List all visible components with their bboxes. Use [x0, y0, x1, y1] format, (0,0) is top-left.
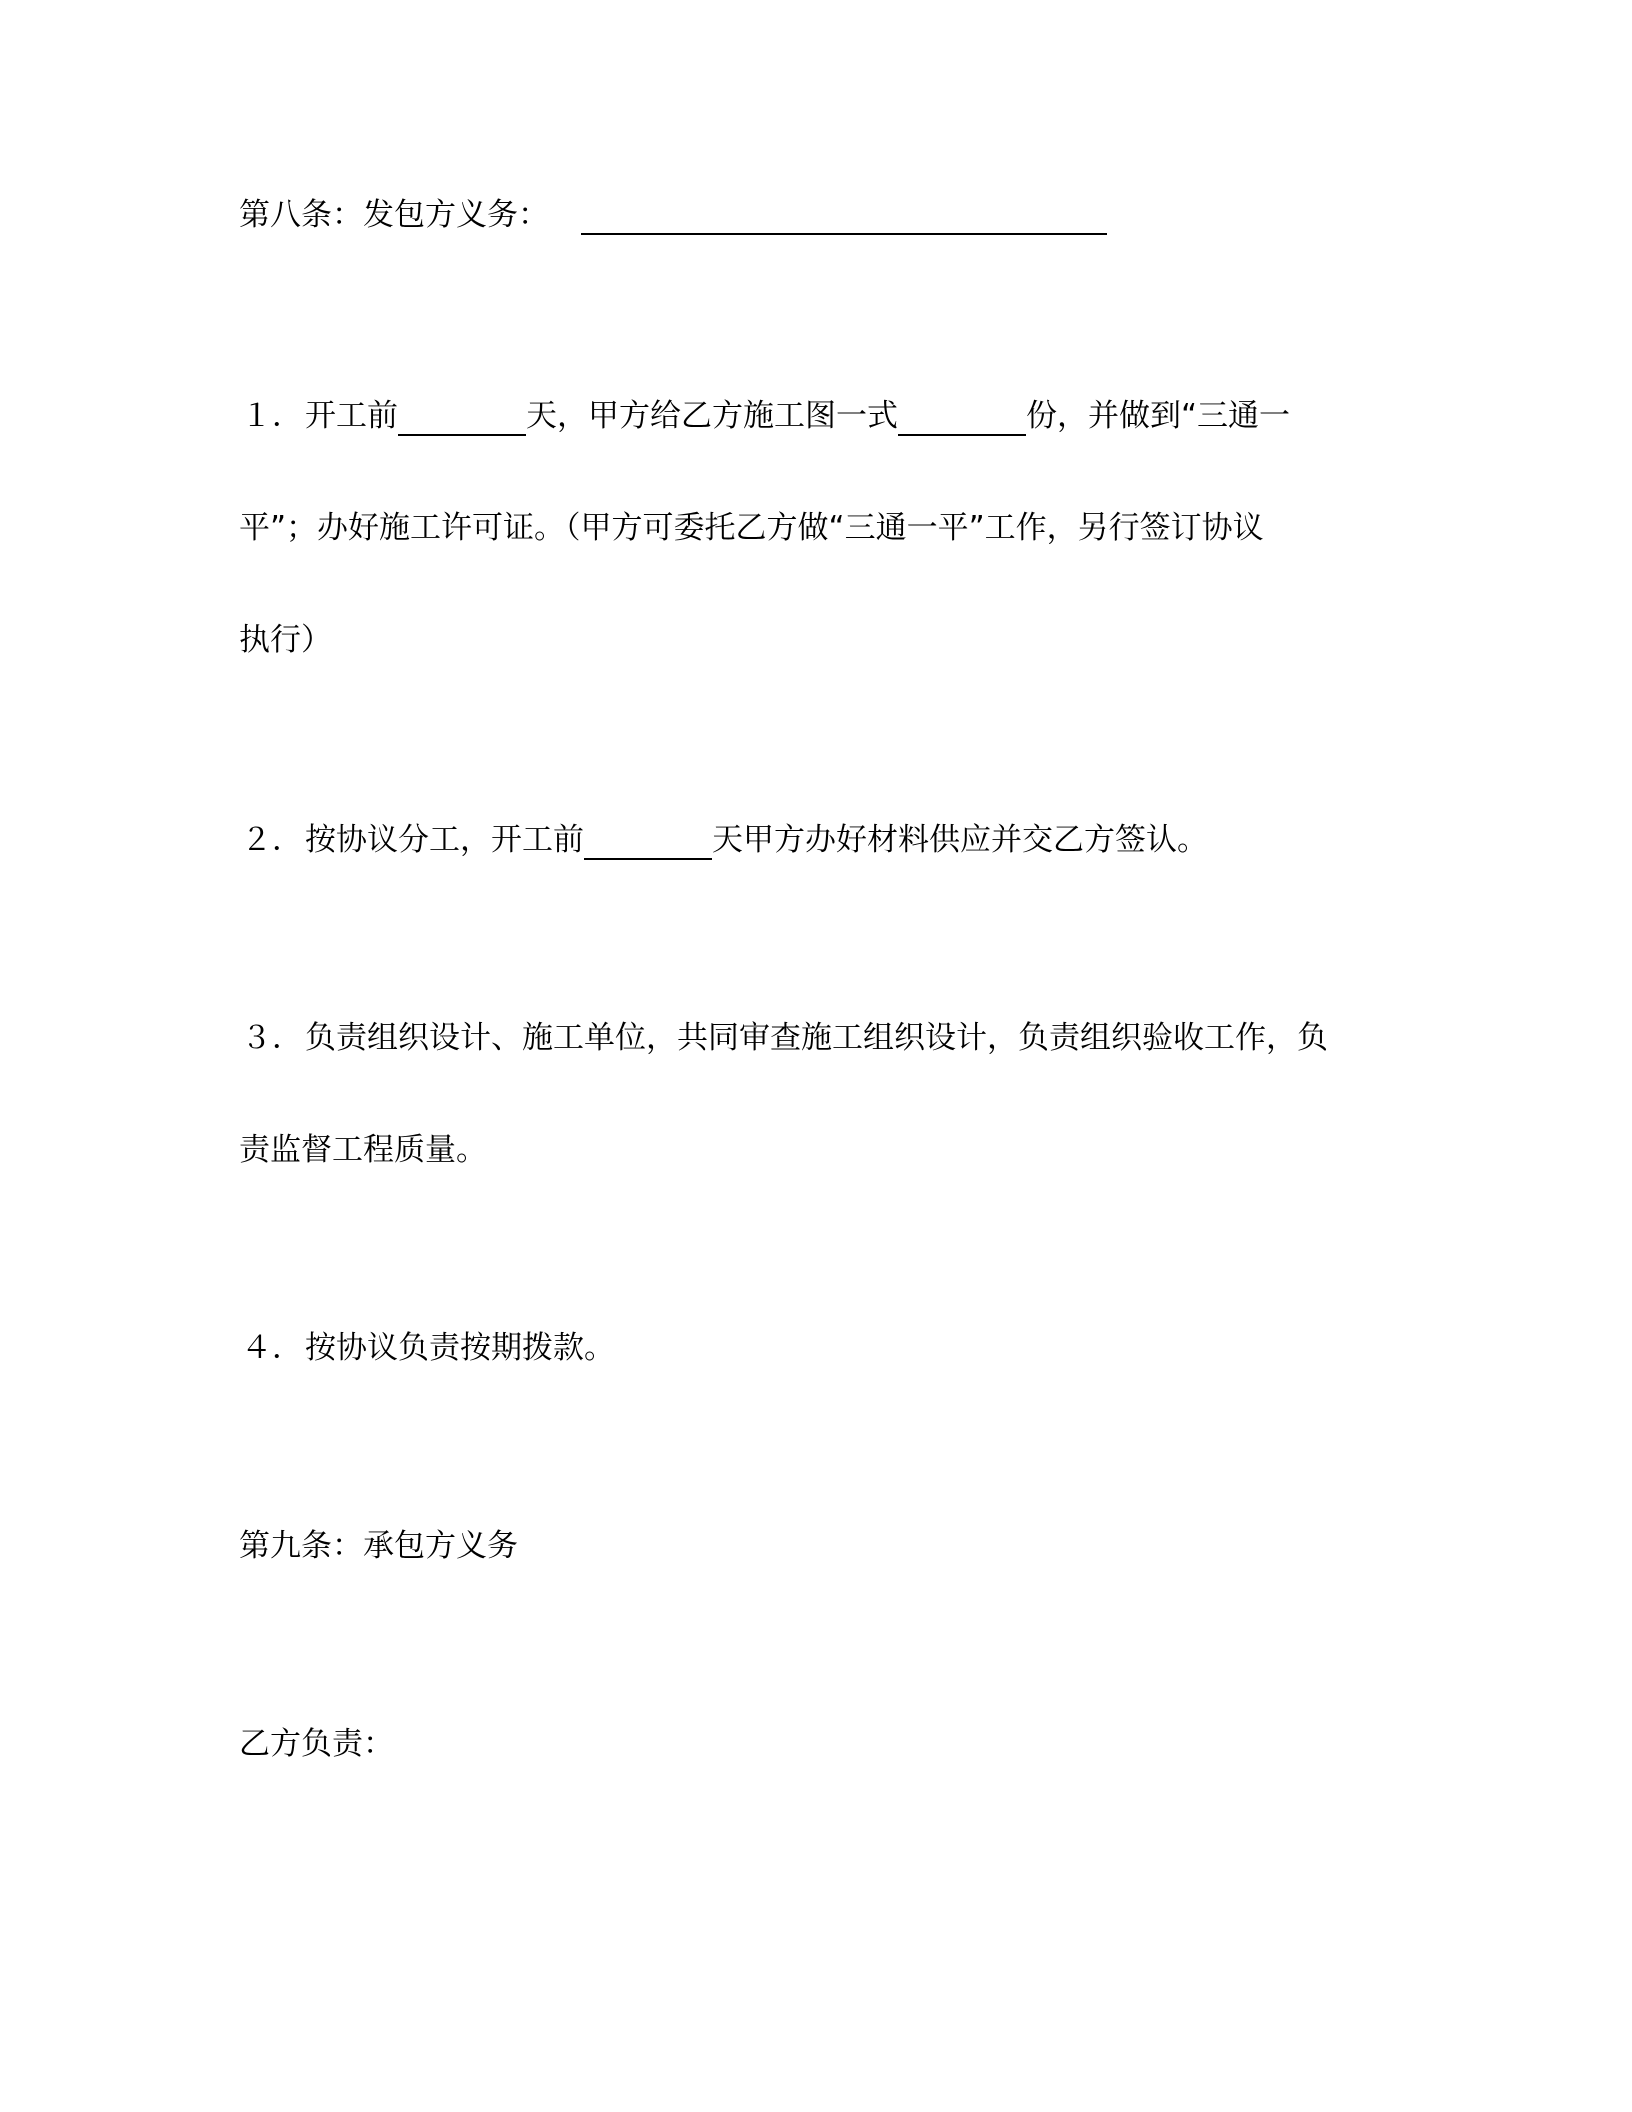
- item1-days-blank: [398, 400, 526, 436]
- item3-text1: 负责组织设计、施工单位，共同审查施工组织设计，负责组织验收工作，负: [305, 1020, 1328, 1056]
- item1-line2: 平”；办好施工许可证。（甲方可委托乙方做“三通一平”工作，另行签订协议: [239, 510, 1264, 546]
- item1-seg1: 开工前: [305, 398, 398, 434]
- article8-heading-line: [239, 195, 1107, 235]
- item4-text: 按协议负责按期拨款。: [305, 1330, 615, 1366]
- item1-copies-blank: [898, 400, 1026, 436]
- item1-number: １．: [241, 398, 303, 434]
- item1-seg2: 天，甲方给乙方施工图一式: [526, 398, 898, 434]
- article8-fill-blank: [581, 199, 1107, 235]
- item1-seg3: 份，并做到“三通一: [1026, 398, 1291, 434]
- item4-line: [239, 1328, 615, 1368]
- item1-line3: 执行）: [239, 622, 332, 658]
- article8-heading: 第八条：发包方义务：: [239, 197, 549, 233]
- item2-line: [239, 820, 1208, 860]
- article9-heading: 第九条：承包方义务: [239, 1528, 518, 1564]
- item2-days-blank: [584, 824, 712, 860]
- item4-number: ４．: [241, 1330, 303, 1366]
- item3-line1: [239, 1018, 1328, 1058]
- item2-number: ２．: [241, 822, 303, 858]
- item3-line2: 责监督工程质量。: [239, 1132, 487, 1168]
- item2-seg1: 按协议分工，开工前: [305, 822, 584, 858]
- item3-number: ３．: [241, 1020, 303, 1056]
- item2-seg2: 天甲方办好材料供应并交乙方签认。: [712, 822, 1208, 858]
- item1-line1: [239, 396, 1290, 436]
- party-b-label: 乙方负责：: [239, 1726, 394, 1762]
